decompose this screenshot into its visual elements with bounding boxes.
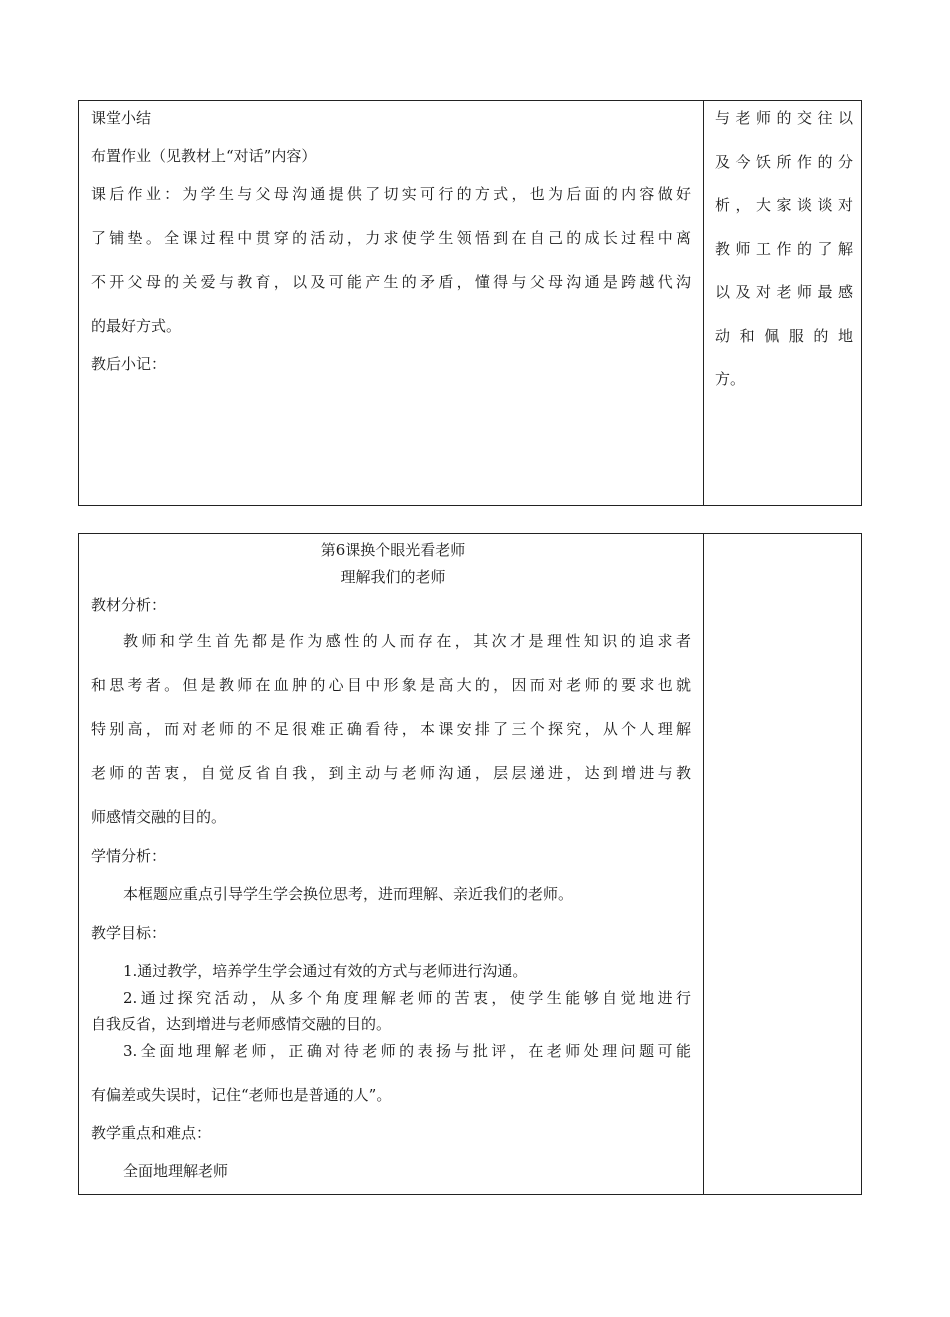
analysis-line-5: 师感情交融的目的。	[91, 808, 227, 826]
key-text: 全面地理解老师	[123, 1162, 229, 1180]
column-divider	[703, 534, 704, 1194]
side-line-3: 析，大家谈谈对	[715, 196, 853, 214]
analysis-line-2: 和思考者。但是教师在血肿的心目中形象是高大的，因而对老师的要求也就	[91, 676, 691, 694]
key-label: 教学重点和难点：	[91, 1124, 212, 1142]
goal-3-line-2: 有偏差或失误时，记住“老师也是普通的人”。	[91, 1086, 392, 1104]
side-line-5: 以及对老师最感	[715, 283, 853, 301]
analysis-line-1: 教师和学生首先都是作为感性的人而存在，其次才是理性知识的追求者	[123, 632, 691, 650]
homework-line: 布置作业（见教材上“对话”内容）	[91, 147, 317, 165]
after-class-line-1: 课后作业：为学生与父母沟通提供了切实可行的方式，也为后面的内容做好	[91, 185, 691, 203]
after-class-line-4: 的最好方式。	[91, 317, 182, 335]
after-class-line-2: 了铺垫。全课过程中贯穿的活动，力求使学生领悟到在自己的成长过程中离	[91, 229, 691, 247]
side-line-7: 方。	[715, 370, 746, 388]
analysis-line-4: 老师的苦衷，自觉反省自我，到主动与老师沟通，层层递进，达到增进与教	[91, 764, 691, 782]
notes-label: 教后小记：	[91, 355, 167, 373]
goal-2-line-2: 自我反省，达到增进与老师感情交融的目的。	[91, 1015, 392, 1033]
student-label: 学情分析：	[91, 847, 167, 865]
side-line-4: 教师工作的了解	[715, 240, 853, 258]
lesson-plan-table	[78, 533, 862, 1195]
analysis-label: 教材分析：	[91, 596, 167, 614]
after-class-line-3: 不开父母的关爱与教育，以及可能产生的矛盾，懂得与父母沟通是跨越代沟	[91, 273, 691, 291]
student-text: 本框题应重点引导学生学会换位思考，进而理解、亲近我们的老师。	[123, 885, 574, 903]
summary-title: 课堂小结	[91, 109, 152, 127]
side-line-1: 与老师的交往以	[715, 109, 853, 127]
lesson-title: 第6课换个眼光看老师	[320, 541, 466, 559]
lesson-subtitle: 理解我们的老师	[340, 568, 446, 586]
goals-label: 教学目标：	[91, 924, 167, 942]
goal-2-line-1: 2.通过探究活动，从多个角度理解老师的苦衷，使学生能够自觉地进行	[123, 989, 691, 1007]
column-divider	[703, 101, 704, 505]
goal-1: 1.通过教学，培养学生学会通过有效的方式与老师进行沟通。	[123, 962, 528, 980]
side-line-6: 动和佩服的地	[715, 327, 853, 345]
analysis-line-3: 特别高，而对老师的不足很难正确看待，本课安排了三个探究，从个人理解	[91, 720, 691, 738]
goal-3-line-1: 3.全面地理解老师，正确对待老师的表扬与批评，在老师处理问题可能	[123, 1042, 691, 1060]
side-line-2: 及今饫所作的分	[715, 153, 853, 171]
lesson-summary-table	[78, 100, 862, 506]
